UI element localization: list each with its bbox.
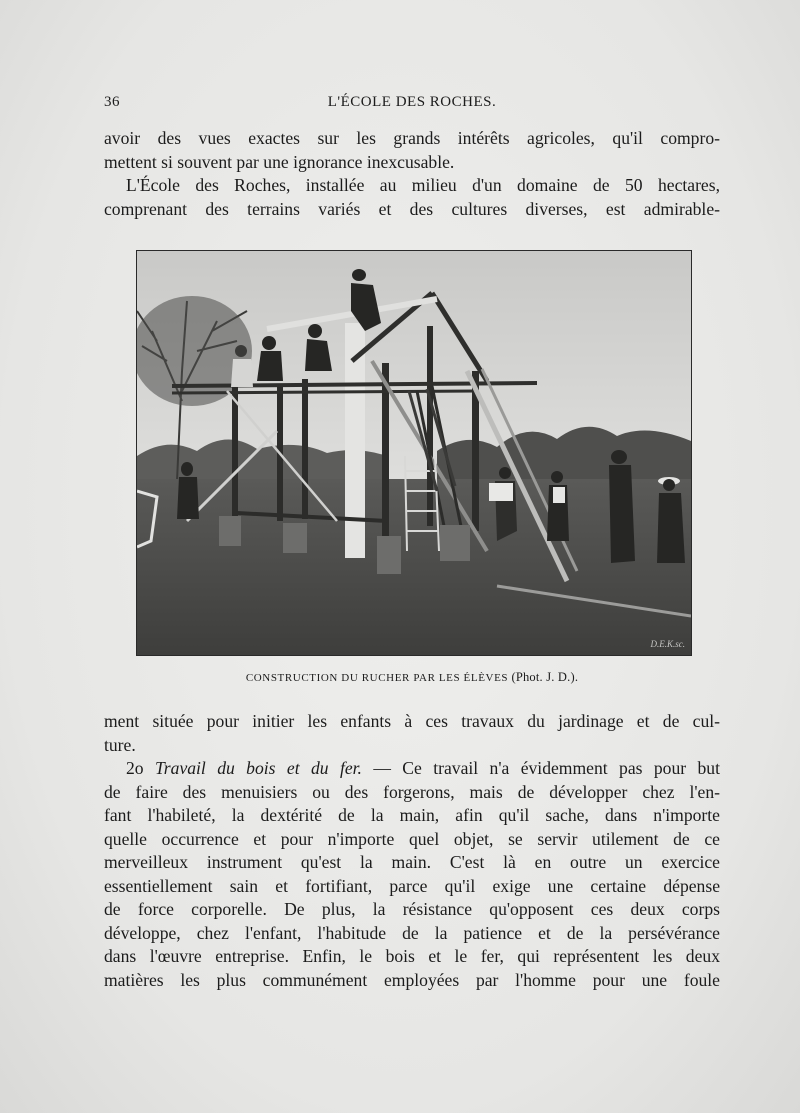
text-line: dans l'œuvre entreprise. Enfin, le bois et le fer, qui représentent les deux: [104, 946, 720, 966]
section-number: 2o: [126, 758, 144, 778]
photo-illustration: [137, 251, 691, 655]
photo-credit: (Phot. J. D.).: [511, 670, 579, 684]
page-number: 36: [104, 94, 120, 110]
text-line: développe, chez l'enfant, l'habitude de la patience et de la persévérance: [104, 922, 720, 943]
text-line: de force corporelle. De plus, la résistance qu'opposent ces deux corps: [104, 899, 720, 919]
photograph: [136, 250, 692, 656]
text-line: quelle occurrence et pour n'importe quel objet, se servir utilement de ce: [104, 828, 720, 849]
text-line: comprenant des terrains variés et des cultures diverses, est admirable-: [104, 198, 720, 219]
text-line: ment située pour initier les enfants à ces travaux du jardinage et de cul-: [104, 711, 720, 731]
paragraph-top: [104, 127, 720, 221]
engraver-mark: D.E.K.sc.: [650, 639, 685, 649]
text-line: matières les plus communément employées par l'homme pour une foule: [104, 969, 720, 990]
text-line: ture.: [104, 734, 136, 755]
caption-text: CONSTRUCTION DU RUCHER PAR LES ÉLÈVES: [245, 672, 509, 684]
text-line: mettent si souvent par une ignorance inexcusable.: [104, 151, 455, 172]
text-line: avoir des vues exactes sur les grands intérêts agricoles, qu'il compro-: [104, 128, 720, 148]
text-line: L'École des Roches, installée au milieu d'un domaine de 50 hectares,: [126, 175, 720, 195]
running-title: L'ÉCOLE DES ROCHES.: [327, 94, 497, 110]
text-line: merveilleux instrument qu'est la main. C'est là en outre un exercice: [104, 852, 720, 872]
text-line: fant l'habileté, la dextérité de la main, afin qu'il sache, dans n'importe: [104, 805, 720, 825]
figure-caption: [104, 670, 720, 685]
paragraph-bottom: [104, 710, 720, 992]
section-heading-line: [104, 757, 720, 781]
running-header: [104, 94, 720, 116]
text-fragment: — Ce travail n'a évidemment pas pour but: [373, 758, 720, 778]
text-line: essentiellement sain et fortifiant, parce qu'il exige une certaine dépense: [104, 875, 720, 896]
section-title: Travail du bois et du fer.: [154, 758, 362, 778]
ground: [137, 479, 691, 655]
text-line: de faire des menuisiers ou des forgerons, mais de développer chez l'en-: [104, 781, 720, 802]
